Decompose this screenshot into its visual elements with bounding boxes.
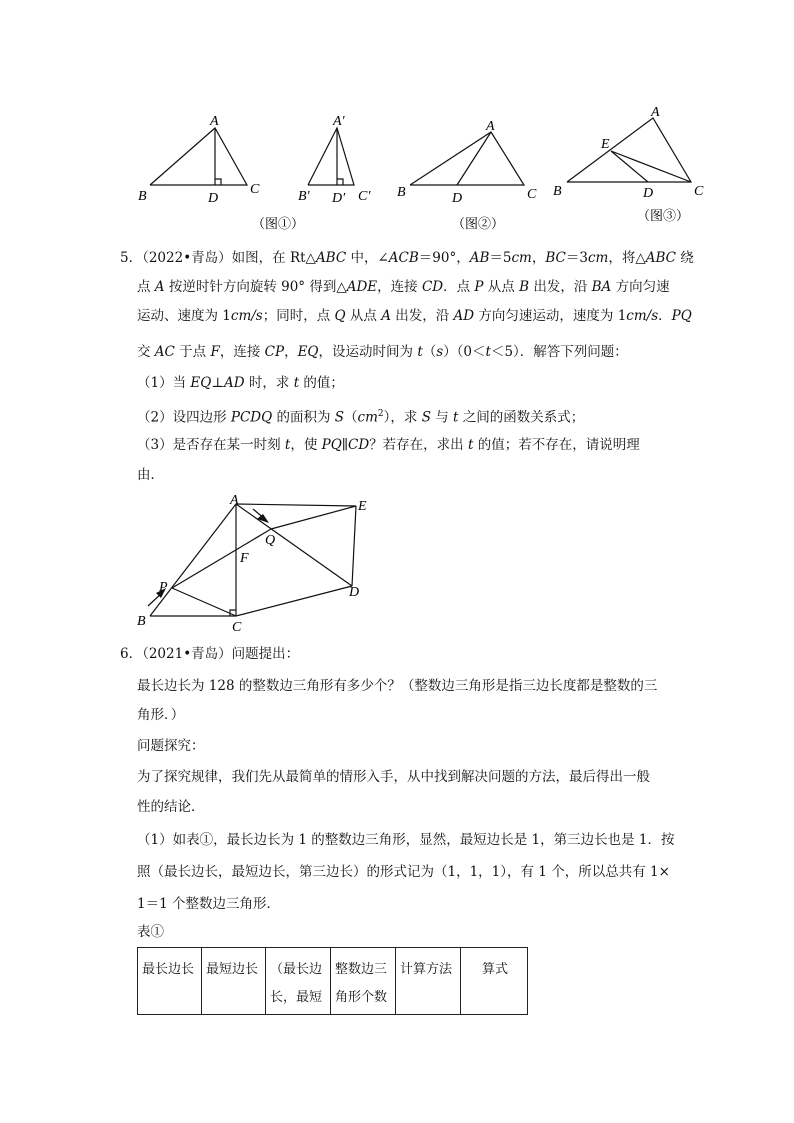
q5-text: B — [519, 279, 530, 295]
q5-text: F — [210, 344, 220, 360]
table-header-cell — [461, 948, 528, 1015]
right-angle-mark — [337, 179, 343, 185]
q6-part1-line-3: 1＝1 个整数边三角形． — [137, 896, 280, 912]
q5-text: ABC — [645, 250, 676, 266]
q5-text: cm/s — [626, 308, 659, 324]
q5-text: （3）是否存在某一时刻 — [137, 437, 285, 453]
q6-problem: 最长边长为 128 的整数边三角形有多少个？（整数边三角形是指三边长度都是整数的三 — [137, 678, 658, 694]
q5-subquestion-3-cont: 由． — [137, 467, 164, 483]
segment-ad — [457, 132, 491, 185]
q5-text: 2 — [377, 409, 384, 419]
q5-text: ），求 — [383, 409, 422, 426]
q5-text: ， — [531, 250, 546, 266]
triangle-abc — [410, 132, 524, 185]
q5-text: cm — [511, 250, 532, 266]
label-E: E — [601, 137, 610, 152]
label-C: C — [250, 182, 260, 197]
cell-text: 最短边长 — [206, 962, 259, 977]
cell-text: 长，最短 — [270, 990, 323, 1005]
q6-explore-heading: 问题探究： — [137, 738, 205, 754]
q5-text: 从点 — [345, 308, 382, 324]
q6-part1-line-2: 照（最长边长，最短边长，第三边长）的形式记为（1，1，1），有 1 个，所以总共有 1× — [137, 864, 670, 880]
q5-text: ．点 — [443, 279, 475, 295]
q5-text: 与 — [430, 409, 454, 426]
q5-line-3 — [137, 306, 692, 326]
q5-text: 于点 — [174, 344, 211, 360]
q5-subquestion-1 — [137, 373, 344, 393]
table-header-row — [138, 948, 528, 1015]
label-B: B — [138, 189, 147, 204]
q5-text: ABC — [315, 250, 347, 266]
figure-1-rotated — [290, 108, 390, 208]
label-C-prime: C′ — [358, 189, 371, 204]
q5-text: 从点 — [483, 279, 520, 295]
cell-text: 角形个数 — [335, 990, 388, 1005]
label-B: B — [137, 614, 146, 629]
q5-text: ，使 — [290, 437, 322, 453]
q5-line-2 — [137, 277, 670, 297]
arrow-q-head — [257, 514, 269, 523]
q5-text: 时，求 — [244, 375, 294, 391]
label-D: D — [208, 191, 219, 206]
label-P: P — [159, 580, 168, 595]
q5-text: t — [453, 409, 459, 426]
q6-explore-text: 为了探究规律，我们先从最简单的情形入手，从中找到解决问题的方法，最后得出一般 — [137, 769, 650, 785]
q6-explore-text-cont: 性的结论． — [137, 799, 205, 815]
q5-text: 的值； — [299, 375, 344, 391]
label-C: C — [232, 620, 242, 635]
q5-text: t — [417, 344, 423, 360]
table-header-cell — [331, 948, 396, 1015]
q5-text: S — [421, 409, 431, 426]
q5-text: （ — [344, 409, 358, 426]
q5-text: ）（0＜ — [443, 344, 486, 360]
q5-text: ∥ — [341, 437, 349, 453]
q6-problem-cont: 角形．） — [137, 707, 185, 723]
q5-text: 出发，沿 — [390, 308, 454, 324]
segment-ed — [611, 151, 648, 182]
q5-text: t — [293, 375, 300, 391]
label-B-prime: B′ — [298, 189, 310, 204]
label-A-prime: A′ — [333, 114, 345, 129]
q6-line-1 — [120, 644, 299, 664]
q5-text: CD — [421, 279, 444, 295]
q5-text: cm — [357, 409, 378, 426]
q5-text: cm/s — [230, 308, 263, 324]
q5-source: （2022•青岛） — [142, 250, 232, 266]
q5-text: EQ — [190, 375, 212, 391]
q5-text: 绕 — [676, 250, 694, 266]
segment-ae — [236, 504, 356, 506]
label-C: C — [527, 187, 537, 202]
label-E: E — [358, 499, 367, 514]
label-D: D — [452, 191, 463, 206]
q5-text: （ — [422, 344, 437, 360]
q5-text: （1）当 — [137, 375, 191, 391]
q5-text: ，连接 — [219, 344, 265, 360]
q5-text: A — [154, 279, 165, 295]
table-header-cell — [202, 948, 266, 1015]
q5-text: ADE — [346, 279, 378, 295]
q5-text: EQ — [297, 344, 319, 360]
q6-part1-line-1: （1）如表①，最长边长为 1 的整数边三角形，显然，最短边长是 1，第三边长也是 1．按 — [137, 832, 675, 848]
q5-text: 中，∠ — [346, 250, 389, 266]
q5-text: ；同时，点 — [262, 308, 335, 324]
segment-qe — [271, 506, 356, 529]
label-Q: Q — [265, 533, 276, 548]
q5-text: AB — [469, 250, 490, 266]
q5-text: BC — [545, 250, 566, 266]
q5-text: 运动、速度为 1 — [137, 308, 231, 324]
cell-text: 整数边三 — [335, 962, 388, 977]
segment-ab — [150, 504, 236, 616]
q5-text: 出发，沿 — [529, 279, 592, 295]
q6-source: （2021•青岛） — [142, 646, 232, 662]
table-header-cell — [396, 948, 461, 1015]
table-header-cell — [266, 948, 331, 1015]
label-A: A — [486, 119, 495, 134]
q5-text: P — [474, 279, 484, 295]
q5-text: （2）设四边形 — [137, 409, 231, 426]
q5-text: CP — [264, 344, 285, 360]
label-A: A — [651, 105, 660, 120]
q5-text: ，连接 — [377, 279, 422, 295]
segment-cd — [236, 586, 352, 616]
cell-text: （最长边 — [270, 962, 323, 977]
figure-1 — [130, 108, 305, 233]
q5-text: 的面积为 — [272, 409, 335, 426]
q5-text: ＝90°， — [418, 250, 470, 266]
q5-text: Q — [334, 308, 346, 324]
triangle-abc-prime — [308, 128, 354, 185]
figure-caption: （图③） — [637, 208, 690, 223]
q5-text: t — [485, 344, 491, 360]
q5-text: 方向匀速 — [611, 279, 670, 295]
q5-text: 点 — [137, 279, 155, 295]
figure-caption: （图①） — [252, 216, 305, 231]
q5-text: 按逆时针方向旋转 90° 得到△ — [164, 279, 347, 295]
figure-caption: （图②） — [452, 216, 505, 231]
q5-text: ＝5 — [489, 250, 512, 266]
triangle-abc — [567, 118, 691, 182]
q5-text: ＝3 — [565, 250, 588, 266]
q6-number: 6． — [120, 646, 143, 662]
label-A: A — [210, 114, 219, 129]
cell-text: 最长边长 — [142, 962, 195, 977]
q5-text: AD — [224, 375, 245, 391]
segment-ad — [236, 504, 352, 586]
q5-number: 5． — [120, 250, 143, 266]
figure-2 — [390, 108, 550, 233]
label-B: B — [553, 184, 562, 199]
q5-text: 如图，在 Rt△ — [231, 250, 316, 266]
q5-text: ACB — [388, 250, 419, 266]
q6-intro: 问题提出： — [231, 646, 300, 662]
q5-text: ⊥ — [211, 375, 225, 391]
q5-text: t — [284, 437, 291, 453]
right-angle-mark — [215, 179, 221, 185]
q5-text: PQ — [321, 437, 342, 453]
label-C: C — [694, 184, 704, 199]
segment-pq — [172, 529, 271, 588]
q5-line-4 — [137, 342, 628, 362]
q5-text: 的值；若不存在，请说明理 — [473, 437, 640, 453]
q5-text: t — [467, 437, 474, 453]
q5-text: ，设运动时间为 — [318, 344, 418, 360]
triangle-abc — [150, 128, 247, 185]
q5-text: CD — [348, 437, 370, 453]
label-A: A — [230, 493, 239, 508]
label-B: B — [397, 185, 406, 200]
q5-text: cm — [587, 250, 609, 266]
q5-figure — [130, 490, 380, 635]
table-label: 表① — [137, 924, 164, 940]
q5-line-1 — [120, 248, 694, 268]
cell-text: 计算方法 — [400, 962, 453, 977]
q5-text: 之间的函数关系式； — [458, 409, 585, 426]
table-header-cell — [138, 948, 202, 1015]
q5-text: S — [334, 409, 345, 426]
q5-text: 交 — [137, 344, 155, 360]
q5-text: ， — [284, 344, 298, 360]
q5-text: ＜5）．解答下列问题： — [490, 344, 628, 360]
q5-text: 方向匀速运动，速度为 1 — [474, 308, 627, 324]
segment-ec — [611, 151, 691, 182]
q5-text: s — [436, 344, 444, 360]
q5-text: AC — [154, 344, 175, 360]
label-D: D — [349, 585, 360, 600]
q5-text: ． — [658, 308, 672, 324]
q5-text: AD — [453, 308, 475, 324]
q5-text: PCDQ — [230, 409, 273, 426]
q5-text: PQ — [671, 308, 692, 324]
q5-text: ？若存在，求出 — [369, 437, 468, 453]
label-D: D — [643, 186, 654, 201]
segment-pc — [172, 588, 236, 616]
table-1 — [137, 947, 528, 1015]
cell-text: 算式 — [481, 962, 508, 977]
q5-subquestion-2 — [137, 404, 584, 428]
q5-text: ，将△ — [608, 250, 646, 266]
q5-text: BA — [591, 279, 612, 295]
q5-subquestion-3 — [137, 435, 640, 455]
label-F: F — [240, 551, 249, 566]
q5-text: A — [381, 308, 391, 324]
figure-3 — [545, 100, 715, 230]
label-D-prime: D′ — [332, 191, 346, 206]
segment-de — [352, 506, 356, 586]
